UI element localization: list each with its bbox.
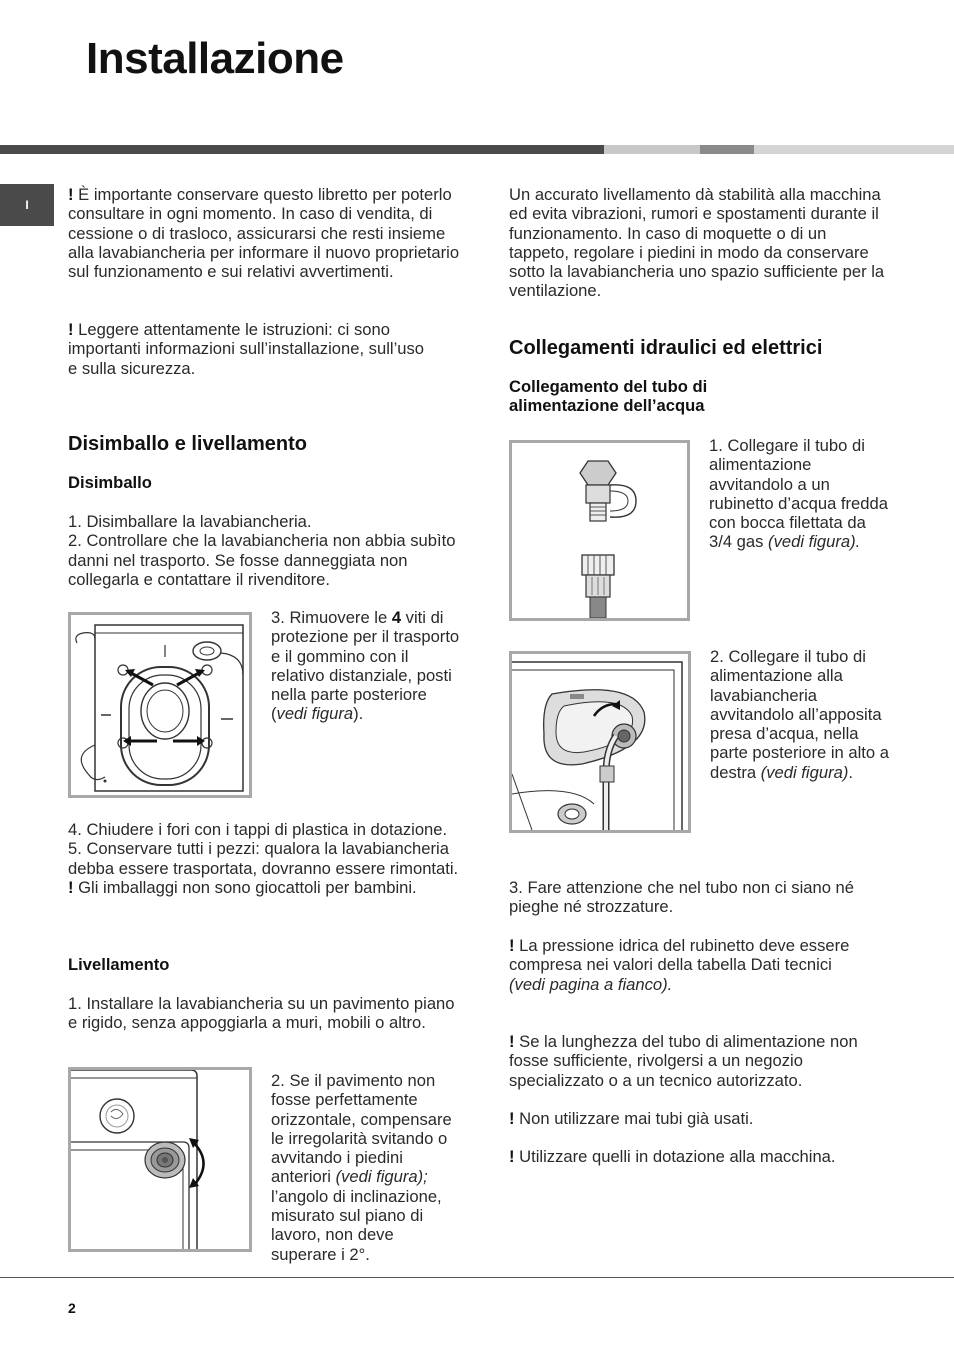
header-bar-segment bbox=[604, 145, 700, 154]
machine-inlet-illustration bbox=[512, 654, 688, 830]
subsection-title-tubo-alimentazione: Collegamento del tubo di alimentazione dell’acqua bbox=[509, 377, 708, 416]
subsection-title-disimballo: Disimballo bbox=[68, 473, 152, 492]
step3-screw-count: 4 bbox=[391, 608, 402, 627]
collegamento-step-3-text: 3. Fare attenzione che nel tubo non ci siano né pieghe né strozzature. bbox=[509, 878, 855, 917]
footer-divider bbox=[0, 1277, 954, 1278]
livellamento-step-2 bbox=[271, 1071, 463, 1264]
step3-text-c: ). bbox=[353, 704, 364, 724]
livellamento-step-1 bbox=[68, 994, 463, 1033]
packaging-warning: Gli imballaggi non sono giocattoli per bambini. bbox=[73, 877, 417, 897]
figure-tap-hose bbox=[509, 440, 690, 621]
language-tab: I bbox=[0, 184, 54, 226]
disimballo-step-2: 2. Controllare che la lavabiancheria non abbia subìto danni nel trasporto. Se fosse danneggiata non collegarla e contattare il rivenditore. bbox=[68, 531, 456, 589]
leveling-foot-illustration bbox=[71, 1070, 249, 1249]
pressure-warning-ref: (vedi pagina a fianco). bbox=[509, 974, 673, 994]
warning-mark: ! bbox=[509, 936, 515, 955]
machine-back-illustration bbox=[71, 615, 249, 795]
header-bar-light bbox=[754, 145, 954, 154]
figure-machine-back bbox=[68, 612, 252, 798]
intro-warning-1 bbox=[68, 185, 463, 281]
used-hose-warning bbox=[509, 1109, 887, 1128]
page-title: Installazione bbox=[86, 34, 344, 83]
figure-leveling-foot bbox=[68, 1067, 252, 1252]
disimballo-step-3 bbox=[271, 608, 463, 724]
livellamento-step-2-text-a: 2. Se il pavimento non fosse perfettamente orizzontale, compensare le irregolarità svitando o avvitando i piedini anteriori bbox=[271, 1071, 452, 1187]
supplied-hose-warning bbox=[509, 1147, 887, 1166]
figure-machine-inlet bbox=[509, 651, 691, 833]
intro-warning-2 bbox=[68, 320, 428, 378]
collegamento-step-1-text: 1. Collegare il tubo di alimentazione avvitandolo a un rubinetto d’acqua fredda con bocca filettata da 3/4 gas bbox=[709, 436, 888, 552]
collegamento-step-2 bbox=[710, 647, 890, 782]
intro-text-1: È importante conservare questo libretto per poterlo consultare in ogni momento. In caso di vendita, di cessione o di trasloco, assicurarsi che resti insieme alla lavabiancheria per informare il nuovo proprietario sul funzionamento e sui relativi avvertimenti. bbox=[68, 185, 460, 282]
disimballo-steps-1-2 bbox=[68, 512, 463, 589]
leveling-explanation bbox=[509, 185, 887, 301]
collegamento-step-2-figure-ref: (vedi figura) bbox=[760, 762, 849, 782]
disimballo-step-5: 5. Conservare tutti i pezzi: qualora la lavabiancheria debba essere trasportata, dovranno essere rimontati. bbox=[68, 839, 459, 878]
warning-mark: ! bbox=[509, 1147, 515, 1166]
section-title-collegamenti: Collegamenti idraulici ed elettrici bbox=[509, 337, 823, 359]
warning-mark: ! bbox=[509, 1109, 515, 1128]
section-title-disimballo-livellamento: Disimballo e livellamento bbox=[68, 433, 307, 455]
pressure-warning bbox=[509, 936, 887, 994]
disimballo-step-1: 1. Disimballare la lavabiancheria. bbox=[68, 512, 312, 531]
supplied-hose-warning-text: Utilizzare quelli in dotazione alla macchina. bbox=[514, 1147, 836, 1166]
warning-mark: ! bbox=[68, 185, 74, 204]
livellamento-step-2-figure-ref: (vedi figura); bbox=[335, 1167, 428, 1187]
pressure-warning-text: La pressione idrica del rubinetto deve essere compresa nei valori della tabella Dati tecnici bbox=[509, 936, 850, 975]
livellamento-step-1-text: 1. Installare la lavabiancheria su un pavimento piano e rigido, senza appoggiarla a muri, mobili o altro. bbox=[68, 994, 455, 1033]
subsection-title-livellamento: Livellamento bbox=[68, 955, 170, 974]
collegamento-step-3 bbox=[509, 878, 887, 917]
page-number: 2 bbox=[68, 1300, 76, 1316]
header-bar-segment bbox=[700, 145, 754, 154]
tap-hose-illustration bbox=[512, 443, 687, 618]
leveling-explanation-text: Un accurato livellamento dà stabilità alla macchina ed evita vibrazioni, rumori e spostamenti durante il funzionamento. In caso di moquette o di un tappeto, regolare i piedini in modo da conservare sotto la lavabiancheria uno spazio sufficiente per la ventilazione. bbox=[509, 185, 885, 301]
collegamento-step-2-text-b: . bbox=[848, 762, 853, 782]
hose-length-warning-text: Se la lunghezza del tubo di alimentazione non fosse sufficiente, rivolgersi a un negozio specializzato o a un tecnico autorizzato. bbox=[509, 1032, 858, 1090]
warning-mark: ! bbox=[68, 320, 74, 339]
hose-length-warning bbox=[509, 1032, 887, 1090]
step3-figure-ref: vedi figura bbox=[276, 704, 354, 724]
step3-text-b: viti di protezione per il trasporto e il gommino con il relativo distanziale, posti nella parte posteriore ( bbox=[271, 608, 460, 724]
livellamento-step-2-text-b: l’angolo di inclinazione, misurato sul piano di lavoro, non deve superare i 2°. bbox=[271, 1186, 442, 1264]
warning-mark: ! bbox=[68, 877, 74, 897]
collegamento-step-1 bbox=[709, 436, 889, 552]
header-bar-dark bbox=[0, 145, 604, 154]
used-hose-warning-text: Non utilizzare mai tubi già usati. bbox=[514, 1109, 754, 1128]
intro-text-2-line2: e sulla sicurezza. bbox=[68, 358, 196, 378]
warning-mark: ! bbox=[509, 1032, 515, 1051]
step3-text-a: 3. Rimuovere le bbox=[271, 608, 392, 627]
disimballo-step-4: 4. Chiudere i fori con i tappi di plastica in dotazione. bbox=[68, 820, 448, 839]
collegamento-step-1-figure-ref: (vedi figura). bbox=[768, 532, 861, 552]
collegamento-step-2-text: 2. Collegare il tubo di alimentazione alla lavabiancheria avvitandolo all’apposita presa d’acqua, nella parte posteriore in alto a destra bbox=[710, 647, 889, 782]
intro-text-2: Leggere attentamente le istruzioni: ci sono importanti informazioni sull’installazione, sull’uso bbox=[68, 320, 425, 359]
disimballo-steps-4-5 bbox=[68, 820, 463, 897]
